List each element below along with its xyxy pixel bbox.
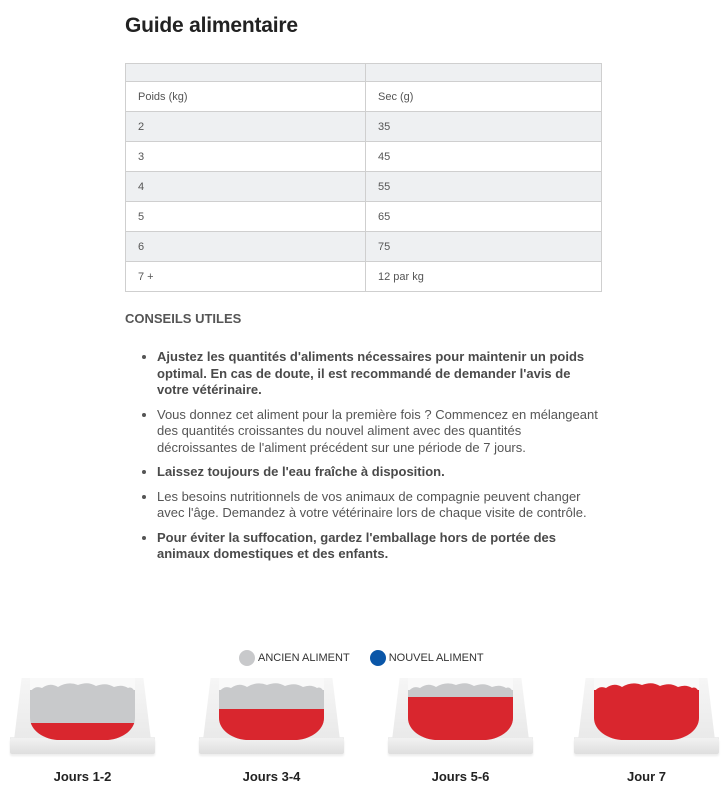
cell-dry: 65 [366, 202, 602, 232]
bullet-icon [142, 470, 146, 474]
column-dry: Sec (g) [366, 82, 602, 112]
cell-dry: 75 [366, 232, 602, 262]
day-label: Jours 1-2 [53, 769, 112, 784]
tip-text: Laissez toujours de l'eau fraîche à disposition. [157, 464, 445, 479]
tip-item [140, 407, 602, 457]
tip-item [140, 464, 602, 481]
cell-weight: 7 + [126, 262, 366, 292]
tip-text: Pour éviter la suffocation, gardez l'emballage hors de portée des animaux domestiques et des enfants. [157, 529, 556, 561]
feeding-guide-table [125, 63, 602, 292]
legend-label: ANCIEN ALIMENT [258, 652, 350, 664]
cell-dry: 55 [366, 172, 602, 202]
bullet-icon [142, 355, 146, 359]
column-weight: Poids (kg) [126, 82, 366, 112]
bullet-icon [142, 495, 146, 499]
tip-item [140, 349, 602, 399]
day-label: Jours 3-4 [242, 769, 301, 784]
bowl-icon-day7 [574, 678, 719, 754]
table-column-row [126, 82, 602, 112]
new-food-dot-icon [370, 650, 386, 666]
cell-weight: 6 [126, 232, 366, 262]
bullet-icon [142, 536, 146, 540]
table-header-row [126, 64, 602, 82]
cell-weight: 5 [126, 202, 366, 232]
tips-heading: CONSEILS UTILES [125, 311, 242, 326]
cell-dry: 35 [366, 112, 602, 142]
legend-item-new [370, 650, 484, 666]
table-row [126, 142, 602, 172]
bullet-icon [142, 413, 146, 417]
legend-item-old [239, 650, 350, 666]
cell-weight: 2 [126, 112, 366, 142]
cell-dry: 12 par kg [366, 262, 602, 292]
day-label: Jour 7 [626, 769, 666, 784]
bowl-icon-day5-6 [388, 678, 533, 754]
bowl-icon-day1-2 [10, 678, 155, 754]
day-label: Jours 5-6 [431, 769, 490, 784]
table-row [126, 172, 602, 202]
food-legend [239, 650, 504, 666]
cell-dry: 45 [366, 142, 602, 172]
table-row [126, 202, 602, 232]
tip-item [140, 489, 602, 522]
tip-text: Ajustez les quantités d'aliments nécessaires pour maintenir un poids optimal. En cas de doute, il est recommandé de demander l'avis de votre vétérinaire. [157, 349, 585, 397]
old-food-dot-icon [239, 650, 255, 666]
cell-weight: 3 [126, 142, 366, 172]
legend-label: NOUVEL ALIMENT [388, 652, 484, 664]
table-header-cell [126, 64, 366, 82]
page-title: Guide alimentaire [125, 14, 298, 37]
table-header-cell [366, 64, 602, 82]
tips-list [140, 349, 602, 571]
table-row [126, 262, 602, 292]
table-row [126, 232, 602, 262]
tip-item [140, 530, 602, 563]
tip-text: Les besoins nutritionnels de vos animaux de compagnie peuvent changer avec l'âge. Demandez à votre vétérinaire lors de chaque visite de contrôle. [157, 488, 587, 520]
table-row [126, 112, 602, 142]
cell-weight: 4 [126, 172, 366, 202]
bowl-icon-day3-4 [199, 678, 344, 754]
tip-text: Vous donnez cet aliment pour la première fois ? Commencez en mélangeant des quantités croissantes du nouvel aliment avec des quantités décroissantes de l'aliment précédent sur une période de 7 jours. [157, 406, 598, 455]
